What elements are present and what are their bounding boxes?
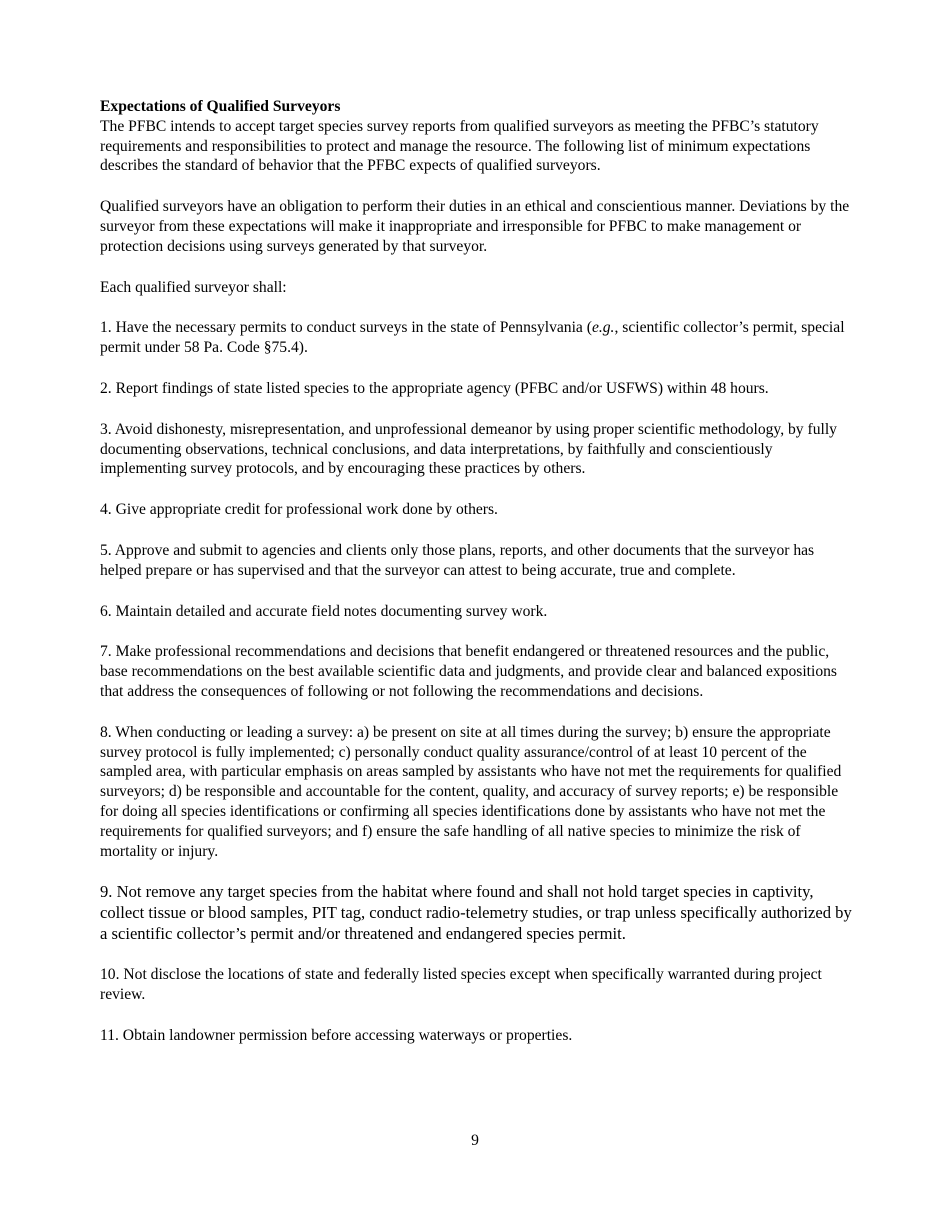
list-item-8: 8. When conducting or leading a survey: a) be present on site at all times during the survey; b) ensure the appropriate survey protocol is fully implemented; c) personally conduct quality assurance/control of at least 10 percent of the sampled area, with particular emphasis on areas sampled by assistants who have not met the requirements for qualified surveyors; d) be responsible and accountable for the content, quality, and accuracy of survey reports; e) be responsible for doing all species identifications or confirming all species identifications done by assistants who have not met the requirements for qualified surveyors; and f) ensure the safe handling of all native species to minimize the risk of mortality or injury. [100, 723, 842, 860]
list-item-6: 6. Maintain detailed and accurate field notes documenting survey work. [100, 602, 548, 620]
list-item-5: 5. Approve and submit to agencies and clients only those plans, reports, and other documents that the surveyor has helped prepare or has supervised and that the surveyor can attest to being accurate, true and complete. [100, 541, 815, 579]
list-item-1-text-b: , scientific collector’s permit, special permit under 58 Pa. Code §75.4). [100, 319, 845, 357]
obligation-paragraph: Qualified surveyors have an obligation to perform their duties in an ethical and conscientious manner. Deviations by the surveyor from these expectations will make it inappropriate and irresponsible for PFBC to make management or protection decisions using surveys generated by that surveyor. [100, 198, 850, 255]
lead-in-text: Each qualified surveyor shall: [100, 278, 287, 296]
section-heading: Expectations of Qualified Surveyors [100, 98, 341, 115]
list-item-3: 3. Avoid dishonesty, misrepresentation, and unprofessional demeanor by using proper scientific methodology, by fully documenting observations, technical conclusions, and data interpretations, by faithfully and conscientiously implementing survey protocols, and by encouraging these practices by others. [100, 420, 837, 478]
intro-paragraph: The PFBC intends to accept target species survey reports from qualified surveyors as meeting the PFBC’s statutory requirements and responsibilities to protect and manage the resource. The following list of minimum expectations describes the standard of behavior that the PFBC expects of qualified surveyors. [100, 117, 819, 175]
list-item-7: 7. Make professional recommendations and decisions that benefit endangered or threatened resources and the public, base recommendations on the best available scientific data and judgments, and provide clear and balanced expositions that address the consequences of following or not following the recommendations and decisions. [100, 643, 837, 700]
list-item-10: 10. Not disclose the locations of state and federally listed species except when specifically warranted during project review. [100, 966, 822, 1003]
list-item-1-emphasis: e.g. [591, 319, 615, 337]
list-item-9: 9. Not remove any target species from the habitat where found and shall not hold target species in captivity, collect tissue or blood samples, PIT tag, conduct radio-telemetry studies, or trap unless specifically authorized by a scientific collector’s permit and/or threatened and endangered species permit. [100, 882, 852, 943]
document-body [100, 97, 852, 1066]
list-item-4: 4. Give appropriate credit for professional work done by others. [100, 501, 498, 519]
list-item-1-text-a: 1. Have the necessary permits to conduct surveys in the state of Pennsylvania ( [100, 319, 592, 337]
list-item-2: 2. Report findings of state listed species to the appropriate agency (PFBC and/or USFWS) within 48 hours. [100, 379, 769, 397]
page-number: 9 [471, 1132, 479, 1149]
list-item-1 [100, 318, 852, 358]
list-item-11: 11. Obtain landowner permission before accessing waterways or properties. [100, 1026, 573, 1044]
